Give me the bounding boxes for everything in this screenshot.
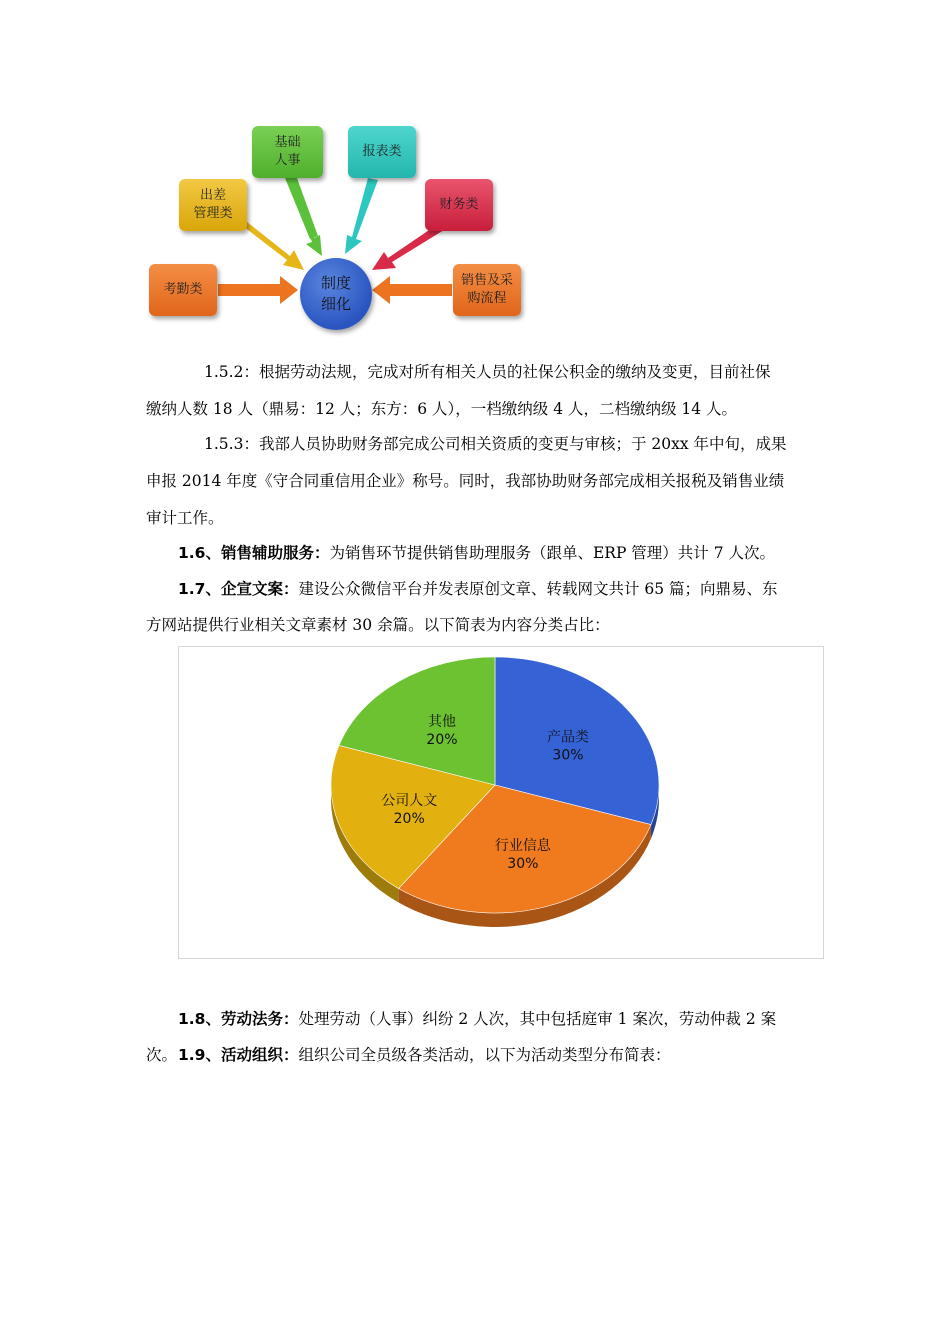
para-1-5-2-line1: 1.5.2：根据劳动法规，完成对所有相关人员的社保公积金的缴纳及变更，目前社保: [204, 363, 771, 381]
box-chuchai: [179, 179, 247, 231]
arrow-baobiao: [345, 178, 378, 254]
para-1-7-line2: 方网站提供行业相关文章素材 30 余篇。以下简表为内容分类占比：: [146, 616, 610, 634]
center-label: 制度 细化: [320, 274, 351, 313]
pie-svg: [179, 647, 823, 958]
body-1-9: 组织公司全员级各类活动，以下为活动类型分布简表：: [298, 1046, 671, 1064]
box-kaoqin-label: 考勤类: [163, 282, 203, 297]
para-1-9: [146, 1037, 806, 1073]
pie-value-1: 30%: [507, 855, 539, 872]
arrow-chuchai: [239, 218, 304, 270]
pie-value-2: 20%: [393, 810, 425, 827]
para-1-6: [146, 535, 806, 571]
box-baobiao-label: 报表类: [362, 144, 402, 159]
para-1-5-2-line2: 缴纳人数 18 人（鼎易：12 人；东方：6 人），一档缴纳级 4 人，二档缴纳级 14 人。: [146, 400, 738, 418]
pie-label-2: 公司人文: [381, 792, 438, 809]
box-jichu-label: 基础 人事: [274, 135, 301, 168]
heading-1-8: 1.8、劳动法务：: [178, 1010, 299, 1028]
pie-label-3: 其他: [427, 714, 456, 731]
box-chuchai-label: 出差 管理类: [193, 188, 233, 221]
pie-label-1: 行业信息: [494, 837, 551, 854]
box-jichu-renshi: [252, 126, 323, 178]
box-caiwu-label: 财务类: [439, 197, 479, 212]
body-1-7-line1: 建设公众微信平台并发表原创文章、转载网文共计 65 篇；向鼎易、东: [298, 580, 778, 598]
body-1-8: 处理劳动（人事）纠纷 2 人次，其中包括庭审 1 案次，劳动仲裁 2 案次。: [146, 1010, 777, 1064]
para-1-7-line1: [146, 571, 806, 607]
heading-1-9: 1.9、活动组织：: [178, 1046, 299, 1064]
box-kaoqin: [149, 264, 217, 316]
box-baobiao: [348, 126, 416, 178]
para-1-5-3-line3: 审计工作。: [146, 509, 224, 527]
system-refinement-diagram: [140, 118, 540, 340]
pie-value-3: 20%: [426, 732, 458, 749]
pie-value-0: 30%: [552, 747, 584, 764]
content-category-pie-chart: [178, 646, 824, 959]
para-1-5-3-line2: 申报 2014 年度《守合同重信用企业》称号。同时，我部协助财务部完成相关报税及销售业绩: [146, 472, 785, 490]
body-1-6: 为销售环节提供销售助理服务（跟单、ERP 管理）共计 7 人次。: [329, 544, 776, 562]
para-1-5-3-line1: 1.5.3：我部人员协助财务部完成公司相关资质的变更与审核；于 20xx 年中旬，成果: [204, 435, 787, 453]
arrow-xiaoshou: [372, 276, 452, 304]
box-xiaoshou: [453, 264, 521, 316]
heading-1-7: 1.7、企宣文案：: [178, 580, 299, 598]
box-xiaoshou-label: 销售及采 购流程: [460, 273, 513, 306]
box-caiwu: [425, 179, 493, 231]
arrow-kaoqin: [218, 276, 298, 304]
heading-1-6: 1.6、销售辅助服务：: [178, 544, 330, 562]
center-circle: [300, 258, 372, 330]
pie-label-0: 产品类: [546, 729, 589, 746]
